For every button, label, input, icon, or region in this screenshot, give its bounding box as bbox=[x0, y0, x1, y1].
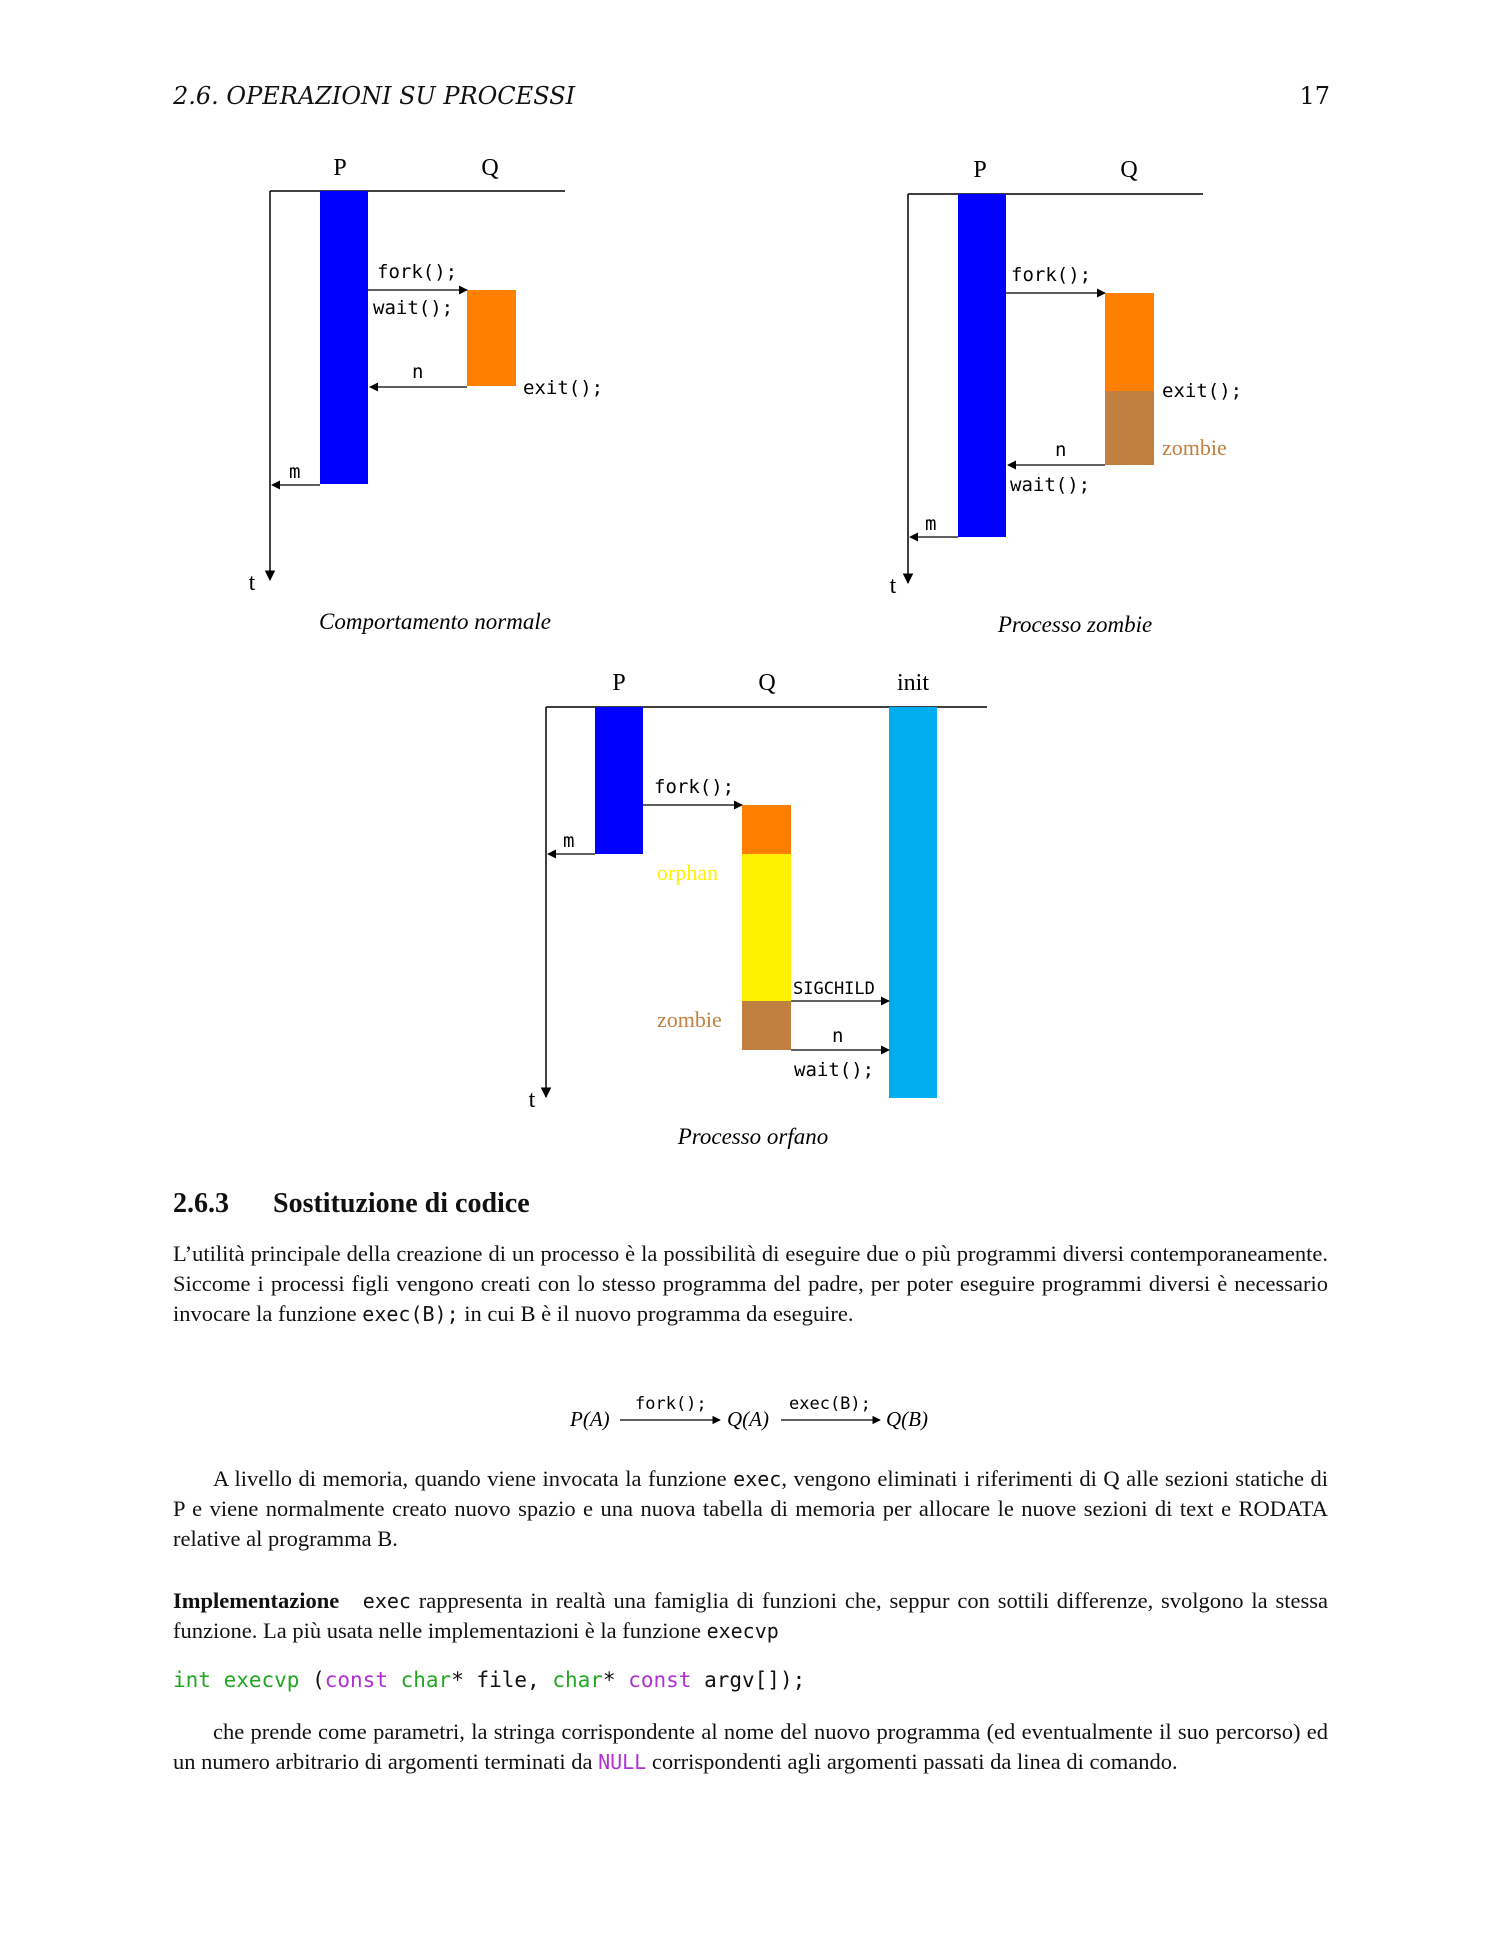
n-label: n bbox=[832, 1025, 844, 1047]
m-label: m bbox=[563, 830, 575, 852]
label-q: Q bbox=[481, 155, 499, 181]
paragraph-heading: Implementazione bbox=[173, 1588, 340, 1613]
figure-normal bbox=[249, 155, 603, 634]
label-p: P bbox=[973, 157, 987, 183]
figure-orphan bbox=[529, 670, 987, 1149]
fork-label: fork(); bbox=[377, 261, 458, 283]
label-q: Q bbox=[758, 670, 776, 696]
text: corrispondenti agli argomenti passati da linea di comando. bbox=[646, 1749, 1178, 1774]
fork-label: fork(); bbox=[1011, 264, 1092, 286]
inline-code: exec(B); bbox=[362, 1302, 459, 1326]
zombie-label: zombie bbox=[657, 1007, 722, 1032]
inline-code: execvp bbox=[706, 1619, 779, 1643]
inline-code: NULL bbox=[598, 1750, 647, 1774]
process-q-bar bbox=[742, 805, 791, 854]
sigchild-label: SIGCHILD bbox=[793, 979, 875, 999]
zombie-label: zombie bbox=[1162, 435, 1227, 460]
orphan-bar bbox=[742, 854, 791, 1001]
text: rappresenta in realtà una famiglia di funzioni che, seppur con sottili differenze, svolgono la stessa funzione. La più usata nelle implementazioni è la funzione bbox=[173, 1588, 1328, 1643]
wait-label: wait(); bbox=[1010, 474, 1091, 496]
text: A livello di memoria, quando viene invocata la funzione bbox=[213, 1466, 734, 1491]
process-q-bar bbox=[1105, 293, 1154, 391]
label-t: t bbox=[528, 1087, 536, 1113]
code-token: const bbox=[628, 1668, 692, 1692]
caption-zombie: Processo zombie bbox=[997, 612, 1153, 637]
m-label: m bbox=[925, 513, 937, 535]
section-heading bbox=[173, 1188, 530, 1220]
paragraph-memory bbox=[173, 1464, 1328, 1554]
code-token: int bbox=[173, 1668, 211, 1692]
zombie-bar bbox=[1105, 391, 1154, 465]
exit-label: exit(); bbox=[523, 377, 604, 399]
paragraph-implementation bbox=[173, 1586, 1328, 1646]
wait-label: wait(); bbox=[373, 297, 454, 319]
text: L’utilità principale della creazione di un processo è la possibilità di eseguire due o più programmi diversi contemporaneamente. Siccome i processi figli vengono creati con lo stesso programma del padre, per poter eseguire programmi diversi è necessario invocare la funzione bbox=[173, 1241, 1328, 1326]
formula-pa: P(A) bbox=[570, 1407, 610, 1431]
formula-exec: exec(B); bbox=[789, 1394, 871, 1414]
process-q-bar bbox=[467, 290, 516, 386]
n-label: n bbox=[1055, 439, 1067, 461]
zombie-bar bbox=[742, 1001, 791, 1050]
label-t: t bbox=[248, 570, 256, 596]
wait-label: wait(); bbox=[794, 1059, 875, 1081]
section-title: Sostituzione di codice bbox=[273, 1188, 530, 1219]
init-bar bbox=[889, 707, 937, 1098]
code-token: * file, bbox=[451, 1668, 553, 1692]
inline-code: exec bbox=[362, 1589, 411, 1613]
code-token: execvp bbox=[210, 1668, 313, 1692]
code-token: const bbox=[324, 1668, 388, 1692]
formula-qa: Q(A) bbox=[727, 1407, 769, 1431]
text: che prende come parametri, la stringa corrispondente al nome del nuovo programma (ed eventualmente il suo percorso) ed un numero arbitrario di argomenti terminati da bbox=[173, 1719, 1328, 1774]
n-label: n bbox=[412, 361, 424, 383]
code-token: ( bbox=[312, 1668, 325, 1692]
figure-zombie bbox=[890, 157, 1242, 637]
code-token: char bbox=[387, 1668, 452, 1692]
label-p: P bbox=[612, 670, 626, 696]
text: in cui B è il nuovo programma da eseguire. bbox=[458, 1301, 854, 1326]
page-number: 17 bbox=[1299, 82, 1330, 110]
caption-normal: Comportamento normale bbox=[319, 609, 551, 634]
process-p-bar bbox=[958, 194, 1006, 537]
label-t: t bbox=[889, 573, 897, 599]
label-init: init bbox=[896, 670, 930, 696]
label-p: P bbox=[333, 155, 347, 181]
m-label: m bbox=[289, 461, 301, 483]
orphan-label: orphan bbox=[657, 860, 719, 885]
formula-qb: Q(B) bbox=[886, 1407, 928, 1431]
process-p-bar bbox=[595, 707, 643, 854]
paragraph-intro bbox=[173, 1239, 1328, 1329]
formula-fork: fork(); bbox=[635, 1394, 707, 1414]
paragraph-parameters bbox=[173, 1717, 1328, 1777]
text: , vengono eliminati i riferimenti di Q alle sezioni statiche di P e viene normalmente creato nuovo spazio e una nuova tabella di memoria per allocare le nuove sezioni di text e RODATA relative al programma B. bbox=[173, 1466, 1328, 1551]
code-token: char bbox=[552, 1668, 603, 1692]
exit-label: exit(); bbox=[1162, 380, 1243, 402]
exec-formula bbox=[569, 1394, 928, 1431]
caption-orphan: Processo orfano bbox=[677, 1124, 829, 1149]
label-q: Q bbox=[1120, 157, 1138, 183]
fork-label: fork(); bbox=[654, 776, 735, 798]
code-listing bbox=[173, 1668, 805, 1692]
process-p-bar bbox=[320, 191, 368, 484]
inline-code: exec bbox=[733, 1467, 782, 1491]
code-token: argv[]); bbox=[691, 1668, 806, 1692]
code-token: * bbox=[602, 1668, 629, 1692]
section-number: 2.6.3 bbox=[173, 1188, 229, 1219]
running-head: 2.6. OPERAZIONI SU PROCESSI bbox=[173, 82, 576, 110]
